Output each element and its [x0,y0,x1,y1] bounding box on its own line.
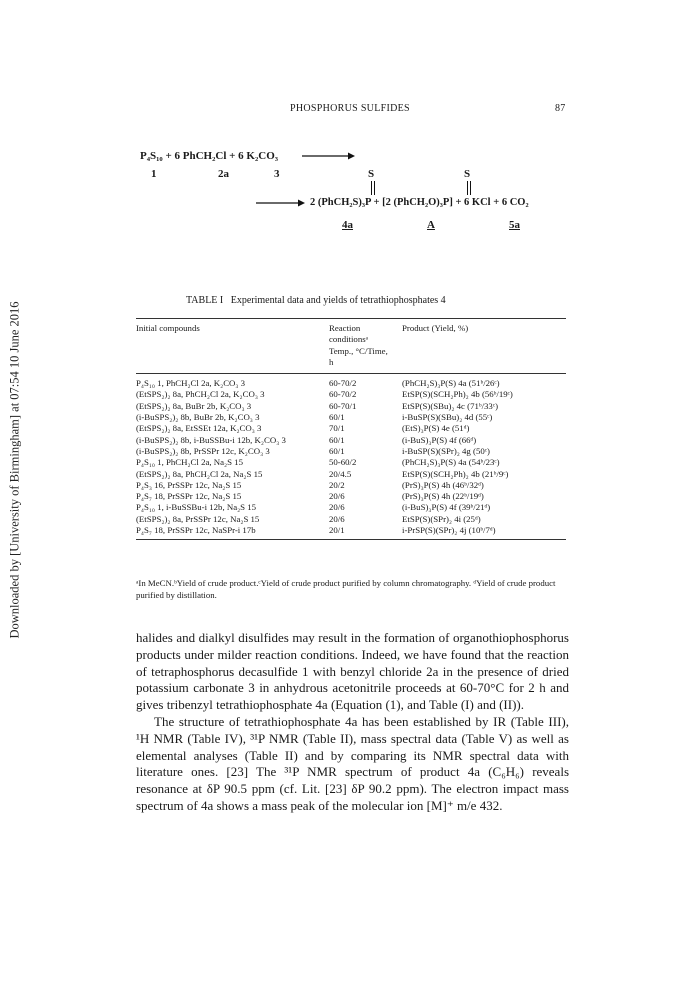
paragraph-2: The structure of tetrathiophosphate 4a has been established by IR (Table III), ¹H NMR (Table IV), ³¹P NMR (Table II), mass spectral data (Table V) as well as elemental analyses (Table II) and by comparing its NMR spectral data with literature ones. [23] The ³¹P NMR spectrum of product 4a (C₆H₆) reveals resonance at δP 90.5 ppm (cf. Lit. [23] δP 90.2 ppm). The electron impact mass spectrum of 4a shows a mass peak of the molecular ion [M]⁺ m/e 432. [136,713,569,813]
table-row [136,446,566,457]
table-header-row [136,319,566,374]
table-row [136,435,566,446]
table-row [136,389,566,400]
cell-initial-compounds: P₄S₁₀ 1, i-BuSSBu-i 12b, Na₂S 15 [136,502,257,513]
column-header-initial-compounds: Initial compounds [136,319,329,374]
cell-product: EtSP(S)(SBu)₂ 4c (71ᵇ/33ᶜ) [402,400,499,411]
cell-reaction-conditions: 20/4.5 [329,468,352,479]
equation-reactants: P₄S₁₀ + 6 PhCH₂Cl + 6 K₂CO₃ [140,150,279,162]
column-header-product: Product (Yield, %) [399,319,566,374]
cell-reaction-conditions: 60-70/2 [329,389,357,400]
cell-product: (PhCH₂S)₃P(S) 4a (54ᵇ/23ᶜ) [402,457,500,468]
table-row [136,374,566,390]
body-text [136,630,569,815]
table-caption: TABLE I Experimental data and yields of tetrathiophosphates 4 [186,295,446,306]
sulfur-mark-1: S [368,168,375,180]
table-row [136,469,566,480]
label-compound-2a: 2a [218,168,229,180]
cell-initial-compounds: P₄S₁₀ 1, PhCH₂Cl 2a, K₂CO₃ 3 [136,378,246,389]
cell-product: i-BuSP(S)(SBu)₂ 4d (55ᶜ) [402,412,493,423]
label-compound-1: 1 [151,168,157,180]
cell-reaction-conditions: 20/6 [329,513,345,524]
cell-initial-compounds: (EtSPS₂)₂ 8a, EtSSEt 12a, K₂CO₃ 3 [136,423,262,434]
equation-products: 2 (PhCH₂S)₃P + [2 (PhCH₂O)₃P] + 6 KCl + 6 CO₂ [310,197,529,208]
sulfur-mark-2: S [464,168,471,180]
cell-initial-compounds: (EtSPS₂)₂ 8a, PhCH₂Cl 2a, Na₂S 15 [136,468,263,479]
table-footnote: ᵃIn MeCN.ᵇYield of crude product.ᶜYield of crude product purified by column chromatography. ᵈYield of crude product purified by distillation. [136,578,556,600]
table-row [136,502,566,513]
label-compound-5a: 5a [509,219,520,231]
cell-initial-compounds: P₄S₇ 18, PrSSPr 12c, NaSPr-i 17b [136,525,329,540]
label-compound-A: A [427,219,435,231]
cell-initial-compounds: (EtSPS₂)₂ 8a, PhCH₂Cl 2a, K₂CO₃ 3 [136,389,265,400]
cell-product: (EtS)₃P(S) 4e (51ᵈ) [402,423,470,434]
cell-reaction-conditions: 20/1 [329,525,399,540]
label-compound-4a: 4a [342,219,353,231]
cell-initial-compounds: (EtSPS₂)₂ 8a, BuBr 2b, K₂CO₃ 3 [136,400,252,411]
cell-initial-compounds: (i-BuSPS₂)₂ 8b, BuBr 2b, K₂CO₃ 3 [136,412,260,423]
cell-reaction-conditions: 60/1 [329,445,345,456]
table-row [136,423,566,434]
column-header-reaction-conditions: Reaction conditionsᵃ Temp., °C/Time, h [329,319,399,374]
double-bond-2 [465,181,473,195]
download-watermark-text: Downloaded by [University of Birmingham] at 07:54 10 June 2016 [7,301,22,639]
cell-initial-compounds: (i-BuSPS₂)₂ 8b, PrSSPr 12c, K₂CO₃ 3 [136,445,270,456]
cell-reaction-conditions: 20/2 [329,479,345,490]
table-row [136,412,566,423]
double-bond-1 [369,181,377,195]
table-row [136,491,566,502]
cell-product: (PhCH₂S)₃P(S) 4a (51ᵇ/26ᶜ) [402,378,500,389]
download-watermark [6,160,24,780]
page-number: 87 [555,103,566,114]
cell-product: (i-BuS)₃P(S) 4f (66ᵈ) [402,434,477,445]
cell-initial-compounds: P₄S₃ 16, PrSSPr 12c, Na₂S 15 [136,479,242,490]
cell-product: i-BuSP(S)(SPr)₂ 4g (50ᶜ) [402,445,490,456]
cell-product: EtSP(S)(SPr)₂ 4i (25ᵈ) [402,513,481,524]
cell-initial-compounds: (i-BuSPS₂)₂ 8b, i-BuSSBu-i 12b, K₂CO₃ 3 [136,434,286,445]
cell-product: i-PrSP(S)(SPr)₂ 4j (10ᵇ/7ᵈ) [399,525,566,540]
cell-product: EtSP(S)(SCH₂Ph)₂ 4b (21ᵇ/9ᶜ) [402,468,509,479]
cell-reaction-conditions: 70/1 [329,423,345,434]
cell-product: (i-BuS)₃P(S) 4f (39ᵇ/21ᵈ) [402,502,491,513]
cell-initial-compounds: (EtSPS₂)₂ 8a, PrSSPr 12c, Na₂S 15 [136,513,260,524]
cell-product: (PrS)₃P(S) 4h (46ᵇ/32ᵈ) [402,479,484,490]
table-row [136,480,566,491]
running-header-title: PHOSPHORUS SULFIDES [290,103,410,114]
cell-product: EtSP(S)(SCH₂Ph)₂ 4b (56ᵇ/19ᶜ) [402,389,513,400]
cell-reaction-conditions: 60-70/2 [329,378,357,389]
cell-reaction-conditions: 20/6 [329,491,345,502]
cell-reaction-conditions: 60-70/1 [329,400,357,411]
reaction-arrow-1 [302,150,356,162]
table-row [136,525,566,540]
label-compound-3: 3 [274,168,280,180]
paragraph-1: halides and dialkyl disulfides may result in the formation of organothiophosphorus products under milder reaction conditions. Indeed, we have found that the reaction of tetraphosphorus decasulfide 1 with benzyl chloride 2a in the presence of dried potassium carbonate 3 in anhydrous acetonitrile proceeds at 60-70°C for 2 h and gives tribenzyl tetrathiophosphate 4a (Equation (1), and Table (I) and (II)). [136,630,569,713]
cell-reaction-conditions: 60/1 [329,412,345,423]
table-row [136,401,566,412]
cell-reaction-conditions: 50-60/2 [329,457,357,468]
reaction-arrow-2 [256,197,306,209]
table-row [136,457,566,468]
cell-initial-compounds: P₄S₁₀ 1, PhCH₂Cl 2a, Na₂S 15 [136,457,243,468]
cell-initial-compounds: P₄S₇ 18, PrSSPr 12c, Na₂S 15 [136,491,242,502]
experimental-data-table [136,318,566,540]
table-row [136,514,566,525]
cell-reaction-conditions: 60/1 [329,434,345,445]
cell-product: (PrS)₃P(S) 4h (22ᵇ/19ᵈ) [402,491,484,502]
cell-reaction-conditions: 20/6 [329,502,345,513]
